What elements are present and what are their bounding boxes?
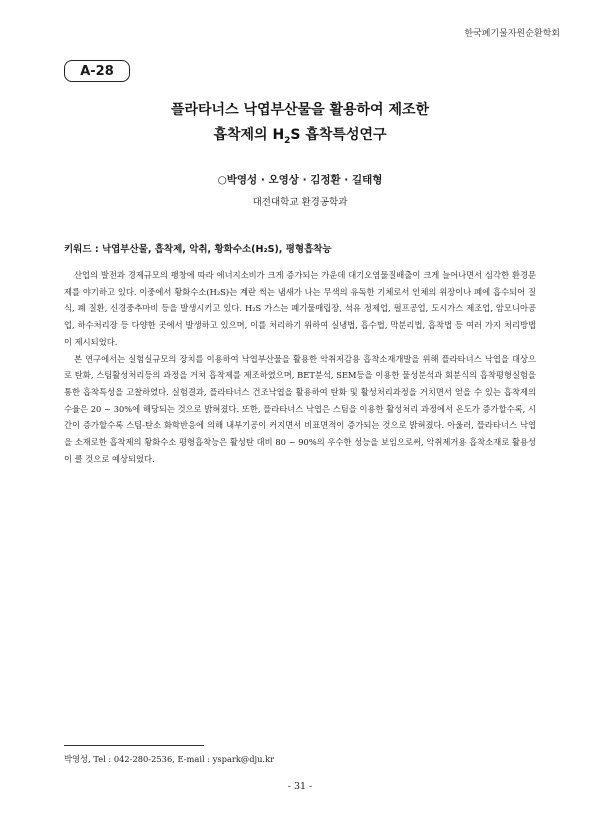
title-subscript: 2	[284, 135, 291, 146]
footnote-divider	[64, 745, 204, 746]
title-line-2	[60, 123, 540, 154]
abstract-body	[64, 267, 536, 467]
page-number: - 31 -	[287, 781, 313, 792]
title-line-2-pre: 흡착제의 H	[213, 127, 285, 143]
paragraph-2: 본 연구에서는 실험실규모의 장치를 이용하여 낙엽부산물을 활용한 악취저감용 흡착소재개발을 위해 플라타너스 낙엽을 대상으로 탄화, 스팀활성처리등의 과정을 거쳐 흡착제를 제조하였으며, BET분석, SEM등을 이용한 물성분석과 회분식의 흡착평형실험을 통한 흡착특성을 고찰하였다. 실험결과, 플라타너스 건조낙엽을 활용하여 탄화 및 활성처리과정을 거치면서 얻을 수 있는 흡착제의 수율은 20 ~ 30%에 해당되는 것으로 밝혀졌다. 또한, 플라타너스 낙엽은 스팀을 이용한 활성처리 과정에서 온도가 증가할수록, 시간이 증가할수록 스팀-탄소 화학반응에 의해 내부기공이 커지면서 비표면적이 증가되는 것으로 밝혀졌다. 아울러, 플라타너스 낙엽을 소재로한 흡착제의 황화수소 평형흡착능은 활성탄 대비 80 ~ 90%의 우수한 성능을 보임으로써, 악취제거용 흡착소재로 활용성이 클 것으로 예상되었다.	[64, 353, 536, 464]
footnote-contact: 박영성, Tel : 042-280-2536, E-mail : yspark@dju.kr	[64, 754, 275, 764]
authors	[60, 172, 540, 187]
affiliation: 대전대학교 환경공학과	[252, 197, 348, 208]
title-line-2-post: S 흡착특성연구	[290, 127, 387, 143]
author-names: 박영성 · 오영상 · 김정환 · 길태형	[226, 174, 383, 186]
abstract-code-badge: A-28	[64, 60, 130, 82]
keywords: 키워드 : 낙엽부산물, 흡착제, 악취, 황화수소(H₂S), 평형흡착능	[64, 244, 332, 255]
header-society: 한국폐기물자원순환학회	[464, 29, 560, 39]
paper-title	[60, 98, 540, 154]
title-line-1: 플라타너스 낙엽부산물을 활용하여 제조한	[170, 102, 430, 118]
paragraph-1: 산업의 발전과 경제규모의 팽창에 따라 에너지소비가 크게 증가되는 가운데 대기오염물질배출이 크게 늘어나면서 심각한 환경문제를 야기하고 있다. 이중에서 황화수소(H₂S)는 계란 썩는 냄새가 나는 무색의 유독한 기체로서 인체의 위장이나 폐에 흡수되어 질식, 폐 질환, 신경중추마비 등을 발생시키고 있다. H₂S 가스는 폐기물매립장, 석유 정제업, 펄프공업, 도시가스 제조업, 암모니아공업, 하수처리장 등 다양한 곳에서 발생하고 있으며, 이를 처리하기 위하여 실냉법, 흡수법, 막분리법, 흡착법 등 여러 가지 처리방법이 제시되었다.	[64, 270, 536, 347]
presenter-mark: ○	[217, 174, 227, 186]
